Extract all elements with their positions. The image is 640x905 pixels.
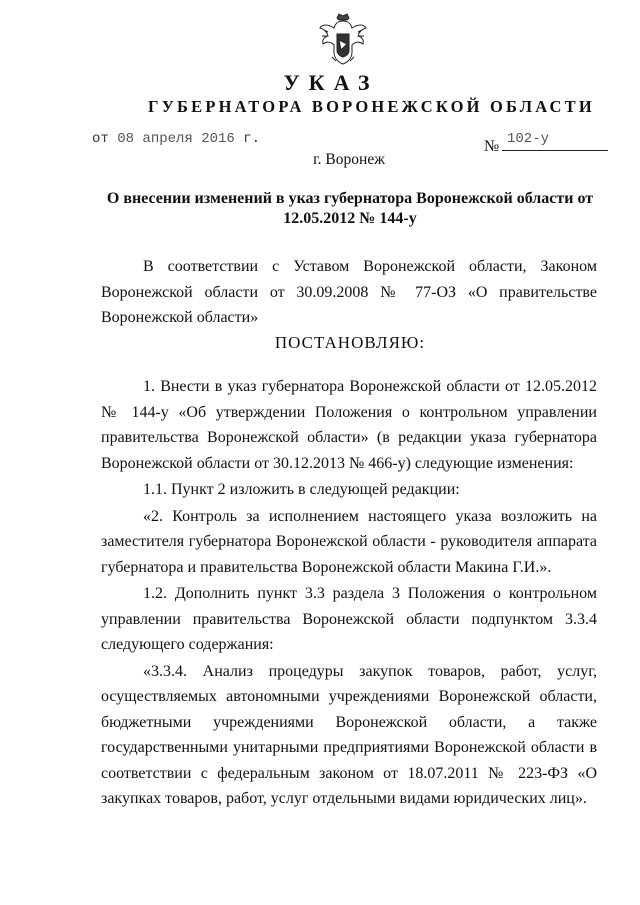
- document-subject: О внесении изменений в указ губернатора Воронежской области от 12.05.2012 № 144-у: [106, 190, 594, 227]
- preamble-text: В соответствии с Уставом Воронежской области, Законом Воронежской области от 30.09.2008 № 77-ОЗ «О правительстве Воронежской области»: [101, 258, 597, 326]
- document-title: УКАЗ: [283, 70, 379, 95]
- paragraph-1-2: 1.2. Дополнить пункт 3.3 раздела 3 Положения о контрольном управлении правительства Воронежской области подпунктом 3.3.4 следующего содержания:: [101, 585, 597, 653]
- paragraph-1: 1. Внести в указ губернатора Воронежской области от 12.05.2012 № 144-у «Об утверждении Положения о контрольном управлении правительства Воронежской области» (в редакции указа губернатора Воронежской области от 30.12.2013 № 466-у) следующие изменения:: [101, 378, 597, 472]
- document-body: [101, 374, 597, 812]
- number-sign: №: [484, 138, 500, 155]
- paragraph-1-1: 1.1. Пункт 2 изложить в следующей редакции:: [143, 481, 460, 498]
- paragraph-quote-3-3-4: «3.3.4. Анализ процедуры закупок товаров, работ, услуг, осуществляемых автономными учреждениями Воронежской области, бюджетными учреждениями Воронежской области, а также государственными унитарными предприятиями Воронежской области в соответствии с федеральным законом от 18.07.2011 № 223-ФЗ «О закупках товаров, работ, услуг отдельными видами юридических лиц».: [101, 662, 597, 807]
- date-value: 08 апреля 2016: [117, 131, 235, 147]
- paragraph-quote-2: «2. Контроль за исполнением настоящего указа возложить на заместителя губернатора Воронежской области - руководителя аппарата губернатора и правительства Воронежской области Макина Г.И.».: [101, 507, 597, 576]
- coat-of-arms-icon: [318, 12, 368, 66]
- preamble-block: [101, 254, 597, 331]
- date-suffix: г.: [243, 131, 261, 147]
- date-label: от: [92, 131, 109, 147]
- date-line: [92, 131, 260, 147]
- document-number: 102-у: [507, 131, 550, 147]
- document-issuer: ГУБЕРНАТОРА ВОРОНЕЖСКОЙ ОБЛАСТИ: [148, 97, 595, 116]
- decree-word: ПОСТАНОВЛЯЮ:: [274, 333, 426, 352]
- city: г. Воронеж: [313, 151, 385, 168]
